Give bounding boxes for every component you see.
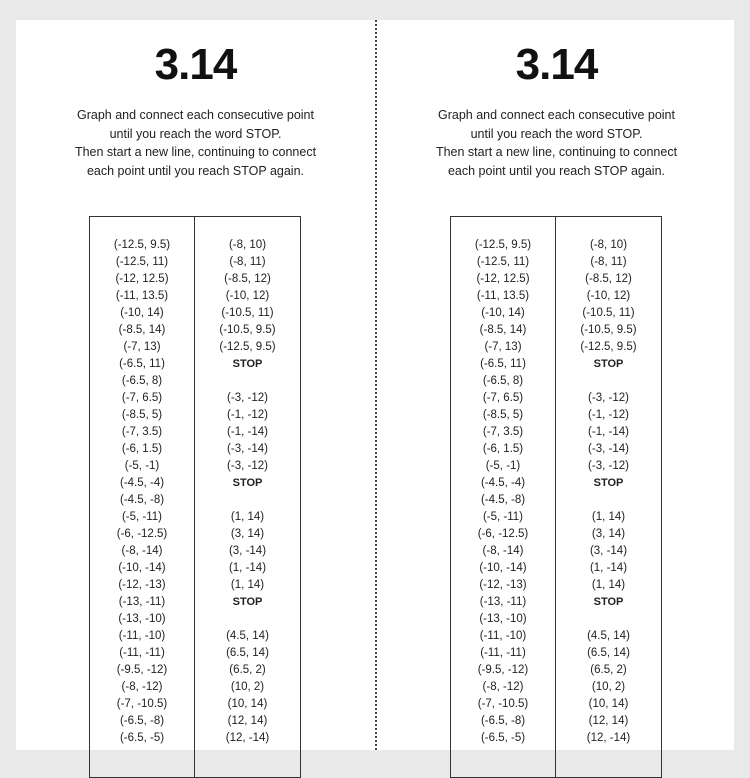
coordinate-cell: (-7, 6.5) [121,392,163,404]
coordinate-cell: (-1, -14) [227,426,268,438]
coordinate-cell: (-3, -12) [227,460,268,472]
coordinate-cell [556,373,661,390]
coordinate-cell: (-6.5, 8) [121,375,163,387]
coordinate-cell: (-8.5, 12) [224,273,271,285]
coordinate-cell: (-11, 13.5) [476,290,530,302]
instructions [36,106,355,180]
coordinate-cell [556,492,661,509]
coordinate-cell: (-5, -11) [482,511,524,523]
stop-label: STOP [232,358,263,370]
coordinate-cell: (-13, -10) [479,613,527,625]
instruction-line: Then start a new line, continuing to connect [74,145,317,159]
stop-label: STOP [232,477,263,489]
coordinate-cell: (-10, 12) [225,290,270,302]
instruction-line: Then start a new line, continuing to connect [435,145,678,159]
coordinate-cell: (-12.5, 11) [115,256,169,268]
coordinate-cell: (-7, 3.5) [121,426,163,438]
coordinate-cell: (-12, 12.5) [476,273,530,285]
stop-label: STOP [593,596,624,608]
coordinate-cell: (-8.5, 12) [585,273,632,285]
coordinate-cell: (1, 14) [591,511,626,523]
coordinate-cell: (-6.5, -5) [119,732,165,744]
coordinate-cell: (-8, 10) [589,239,628,251]
coordinate-cell: (-10, -14) [479,562,527,574]
coordinate-cell: (-12, -13) [118,579,166,591]
coordinate-cell: (-10, 14) [120,307,164,319]
coordinate-cell: (-7, 6.5) [482,392,524,404]
coordinate-cell: (-10.5, 11) [221,307,274,319]
coordinate-cell: (-8.5, 5) [482,409,524,421]
coordinate-cell: (10, 2) [230,681,265,693]
coordinate-cell: (-12.5, 9.5) [580,341,637,353]
worksheet-half-right [377,20,736,750]
coordinate-cell: (-1, -14) [588,426,629,438]
coordinate-cell: (-13, -11) [479,596,527,608]
coordinate-cell: (-13, -11) [118,596,166,608]
coordinate-cell: (10, 2) [591,681,626,693]
coordinate-cell: (-6.5, 11) [480,358,526,370]
coordinate-cell [556,611,661,628]
coordinate-cell: (-8, 10) [228,239,267,251]
coordinate-cell: (-4.5, -8) [119,494,165,506]
coordinate-cell: (-7, 13) [484,341,522,353]
worksheet-page [16,20,734,750]
coordinate-cell: (-6, -12.5) [477,528,529,540]
coordinate-cell: (-13, -10) [118,613,166,625]
coordinate-cell: (4.5, 14) [587,630,630,642]
coordinate-cell: (3, -14) [589,545,628,557]
coordinate-cell: (-6.5, 11) [119,358,165,370]
stop-label: STOP [593,477,624,489]
coordinate-cell: (12, 14) [588,715,629,727]
coordinate-cell: (-12, 12.5) [115,273,169,285]
coordinate-cell: (6.5, 2) [229,664,266,676]
worksheet-title: 3.14 [154,40,237,89]
stop-label: STOP [232,596,263,608]
coordinate-cell: (-10.5, 9.5) [219,324,276,336]
coordinate-cell: (1, 14) [230,579,265,591]
coordinate-cell: (1, -14) [228,562,267,574]
coordinate-cell: (-10, -14) [118,562,166,574]
coordinate-cell: (3, 14) [591,528,626,540]
coordinate-cell: (-6.5, 8) [482,375,524,387]
coordinate-cell: (-8, -14) [482,545,524,557]
coordinate-cell: (-3, -12) [588,392,629,404]
coordinate-cell: (-5, -11) [121,511,163,523]
coordinate-table [450,216,662,778]
worksheet-half-left [16,20,375,750]
coordinate-cell: (-12.5, 9.5) [474,239,532,251]
coordinate-cell: (10, 14) [588,698,629,710]
coordinate-cell: (-12.5, 9.5) [113,239,171,251]
instruction-line: each point until you reach STOP again. [86,163,305,178]
coordinate-cell: (12, 14) [227,715,268,727]
coordinate-cell: (-10.5, 9.5) [580,324,637,336]
coordinate-cell [195,373,300,390]
coordinate-column-1 [451,217,556,777]
coordinate-cell: (-3, -12) [588,460,629,472]
coordinate-cell: (-8.5, 5) [121,409,163,421]
coordinate-cell: (-11, -10) [118,630,166,642]
coordinate-cell: (-7, 13) [123,341,161,353]
coordinate-cell: (-4.5, -4) [480,477,526,489]
coordinate-cell: (-12.5, 9.5) [219,341,276,353]
coordinate-cell: (-6, 1.5) [121,443,163,455]
coordinate-cell [195,492,300,509]
coordinate-cell: (-8, -12) [482,681,524,693]
instruction-line: until you reach the word STOP. [470,126,643,141]
coordinate-cell: (-1, -12) [227,409,268,421]
stop-label: STOP [593,358,624,370]
coordinate-cell: (-10, 12) [586,290,631,302]
coordinate-column-2 [195,217,300,777]
coordinate-cell: (-12, -13) [479,579,527,591]
coordinate-cell: (-6.5, -8) [119,715,165,727]
coordinate-cell: (1, 14) [591,579,626,591]
coordinate-cell: (6.5, 14) [226,647,269,659]
coordinate-cell: (-3, -12) [227,392,268,404]
instruction-line: until you reach the word STOP. [109,126,282,141]
coordinate-cell: (-6.5, -8) [480,715,526,727]
instruction-line: Graph and connect each consecutive point [438,108,675,122]
coordinate-cell: (-6.5, -5) [480,732,526,744]
instructions [397,106,716,180]
instruction-line: each point until you reach STOP again. [447,163,666,178]
coordinate-cell: (-8, -12) [121,681,163,693]
coordinate-cell: (-6, -12.5) [116,528,168,540]
coordinate-cell: (12, -14) [586,732,631,744]
coordinate-cell: (-8, 11) [229,256,266,268]
coordinate-cell: (-7, 3.5) [482,426,524,438]
coordinate-cell: (3, -14) [228,545,267,557]
coordinate-cell: (-6, 1.5) [482,443,524,455]
coordinate-cell: (-5, -1) [485,460,521,472]
coordinate-cell: (1, -14) [589,562,628,574]
coordinate-cell: (-11, -10) [479,630,527,642]
coordinate-cell [195,611,300,628]
coordinate-cell: (-9.5, -12) [477,664,529,676]
instruction-line: Graph and connect each consecutive point [77,108,314,122]
coordinate-column-2 [556,217,661,777]
coordinate-column-1 [90,217,195,777]
coordinate-cell: (-11, -11) [480,647,526,659]
coordinate-cell: (-8, -14) [121,545,163,557]
coordinate-cell: (6.5, 14) [587,647,630,659]
coordinate-cell: (-11, -11) [119,647,165,659]
coordinate-cell: (-11, 13.5) [115,290,169,302]
coordinate-cell: (-3, -14) [588,443,629,455]
coordinate-cell: (1, 14) [230,511,265,523]
coordinate-cell: (-10.5, 11) [582,307,635,319]
coordinate-cell: (-4.5, -8) [480,494,526,506]
coordinate-cell: (4.5, 14) [226,630,269,642]
coordinate-cell: (3, 14) [230,528,265,540]
coordinate-cell: (-3, -14) [227,443,268,455]
coordinate-cell: (-1, -12) [588,409,629,421]
coordinate-cell: (-8.5, 14) [479,324,527,336]
coordinate-cell: (-10, 14) [481,307,525,319]
coordinate-cell: (-8, 11) [590,256,627,268]
worksheet-title: 3.14 [515,40,598,89]
coordinate-cell: (-12.5, 11) [476,256,530,268]
coordinate-cell: (-7, -10.5) [116,698,168,710]
coordinate-cell: (-8.5, 14) [118,324,166,336]
coordinate-cell: (-9.5, -12) [116,664,168,676]
coordinate-cell: (10, 14) [227,698,268,710]
coordinate-table [89,216,301,778]
coordinate-cell: (-4.5, -4) [119,477,165,489]
coordinate-cell: (6.5, 2) [590,664,627,676]
coordinate-cell: (-5, -1) [124,460,160,472]
coordinate-cell: (12, -14) [225,732,270,744]
coordinate-cell: (-7, -10.5) [477,698,529,710]
